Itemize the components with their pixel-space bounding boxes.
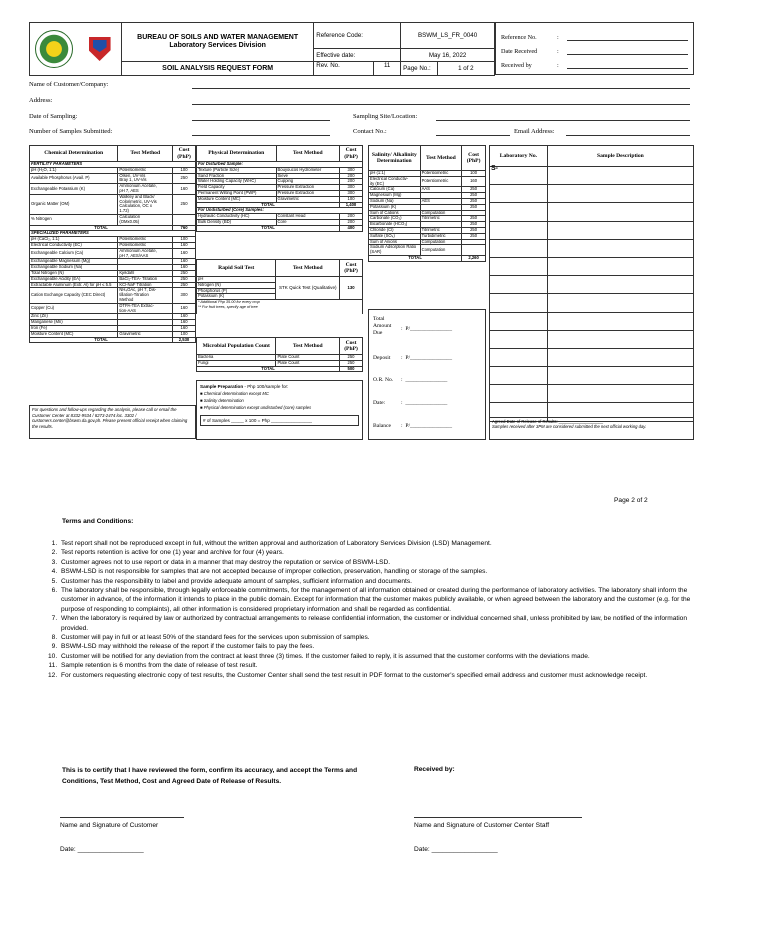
phys-disturbed-name: Permanent Wilting Point (PWP) (197, 190, 277, 196)
release-note: Samples received after 3PM are considered submitted the next official working day. (492, 424, 647, 429)
rapid-cost: 130 (340, 277, 363, 300)
chem-specialized-cost: 160 (173, 259, 196, 265)
salinity-name: pH (1:1) (369, 171, 421, 177)
chem-specialized-name: Exchangeable Sodium (Na) (30, 265, 118, 271)
sample-description-cell[interactable] (547, 167, 693, 185)
sample-description-cell[interactable] (547, 330, 693, 348)
total-amount-field[interactable]: _______________ (410, 326, 452, 332)
chem-specialized-method: DTPA-TEA Extrac- tion-AAS (118, 303, 173, 314)
term-item: 4. BSWM-LSD is not responsible for samples that are not accepted because of improper collection, preservation, handling or storage of the samples. (59, 567, 713, 576)
term-item: 1. Test report shall not be reproduced except in full, without the written approval and authorization of Laboratory Services Division (LSD) Management. (59, 539, 713, 548)
phys-disturbed-name: Texture (Particle Size) (197, 167, 277, 173)
reference-box: Reference No. : Date Received : Received by : (495, 22, 694, 75)
phys-undisturbed-cost: 200 (340, 214, 363, 220)
staff-date-label: Date: (414, 846, 430, 853)
salinity-method: Computation (420, 245, 462, 256)
phys-disturbed-cost: 300 (340, 190, 363, 196)
deposit-field[interactable]: _______________ (410, 355, 452, 361)
sample-row (490, 276, 694, 294)
address-label: Address: (29, 97, 53, 104)
phys-disturbed-name: Sand Fraction (197, 173, 277, 179)
sal-total-label: TOTAL (369, 255, 462, 261)
term-item: 5. Customer has the responsibility to label and provide adequate amount of samples, sufficient information and documents. (59, 577, 713, 586)
release-date-label[interactable]: Agreed Date of Release of Results: ___________________ (492, 419, 604, 424)
salinity-name: Sum of Anions (369, 239, 421, 245)
physical-determination-table (196, 145, 363, 232)
chem-specialized-cost: 160 (173, 325, 196, 331)
date-sampling-field[interactable] (192, 120, 330, 121)
chem-fertility-name: Exchangeable Potassium (K) (30, 184, 118, 195)
micro-item: Bacteria (197, 355, 276, 361)
reference-code-label: Reference Code: (314, 23, 401, 49)
reference-no-label: Reference No. (501, 34, 537, 41)
sample-description-cell[interactable] (547, 203, 693, 221)
sal-header-cost: Cost (PhP) (462, 146, 486, 171)
chem-fertility-cost (173, 214, 196, 225)
email-field[interactable] (566, 135, 690, 136)
sample-description-cell[interactable] (547, 348, 693, 366)
chem-specialized-row (30, 248, 196, 259)
chem-total2: 2,530 (173, 337, 196, 343)
sample-description-cell[interactable] (547, 239, 693, 257)
salinity-cost: 250 (462, 227, 486, 233)
salinity-method: Turbidimetric (420, 233, 462, 239)
chem-fertility-cost: 250 (173, 173, 196, 184)
sample-description-cell[interactable] (547, 312, 693, 330)
phys-total2-label: TOTAL (197, 225, 340, 231)
phys-disturbed-method: Pressure Extraction (276, 185, 340, 191)
salinity-cost: 250 (462, 222, 486, 228)
customer-signature-label: Name and Signature of Customer (60, 822, 159, 829)
staff-date-field[interactable]: __________________ (431, 846, 498, 853)
contact-note: For questions and follow-ups regarding the analysis, please call or email the Customer Center at 8332-9534 / 8273-2474 loc. 3302 / customers.center@bswm.da.gov.ph. Please present official receipt when claiming the results. (29, 405, 196, 439)
chem-fertility-cost: 100 (173, 167, 196, 173)
micro-total-label: TOTAL (197, 366, 340, 372)
salinity-row (369, 245, 486, 256)
sample-row (490, 312, 694, 330)
chem-specialized-row (30, 303, 196, 314)
salinity-cost: 250 (462, 187, 486, 193)
chem-specialized-cost: 300 (173, 288, 196, 303)
phys-disturbed-cost: 200 (340, 179, 363, 185)
salinity-method: Titrimetric (420, 216, 462, 222)
term-item: 6. The laboratory shall be responsible, through legally enforceable commitments, for the management of all information obtained or created during the performance of laboratory activities. The laboratory shall inform the customer in advance, of the information it intends to place in the public domain. Except for information that the customer makes publicly available, or when agreed between the laboratory and the customer (e.g. for the purpose of responding to complaints), all other information is considered proprietary information and shall be regarded as confidential. (59, 586, 713, 614)
lab-no-cell[interactable] (490, 294, 548, 312)
term-item: 8. Customer will pay in full or at least 50% of the standard fees for the services upon submission of samples. (59, 633, 713, 642)
sample-row (490, 239, 694, 257)
total-amount-due-label: Total Amount Due (373, 316, 392, 336)
date-received-field[interactable] (567, 47, 688, 55)
salinity-name: Sodium (Na) (369, 198, 421, 204)
phys-disturbed-method: Bouyoucos Hydrometer (276, 167, 340, 173)
chem-specialized-name: Manganese (Mn) (30, 320, 118, 326)
customer-name-label: Name of Customer/Company: (29, 81, 109, 88)
phys-disturbed-name: Field Capacity (197, 185, 277, 191)
staff-signature-label: Name and Signature of Customer Center Staff (414, 822, 550, 829)
customer-name-field[interactable] (192, 88, 690, 89)
lab-no-cell[interactable] (490, 348, 548, 366)
chem-specialized-method: Ammonium Acetate, pH 7, AES/AAS (118, 248, 173, 259)
chem-specialized-cost: 250 (173, 276, 196, 282)
salinity-cost: 250 (462, 198, 486, 204)
term-item: 2. Test reports retention is active for one (1) year and archive for four (4) years. (59, 548, 713, 557)
chem-specialized-name: Electrical Conductivity (EC) (30, 242, 118, 248)
bullet-icon: ■ (200, 391, 204, 396)
page-number: Page 2 of 2 (614, 497, 648, 504)
rapid-header-cost: Cost (PhP) (340, 260, 363, 277)
chem-specialized-method: BaCl₂-TEA- Titration (118, 276, 173, 282)
chem-specialized-method: KCl-NaF Titration (118, 282, 173, 288)
salinity-name: Potassium (K) (369, 204, 421, 210)
chem-specialized-name: Copper (Cu) (30, 303, 118, 314)
micro-header-count: Microbial Population Count (197, 338, 276, 355)
lab-no-cell[interactable] (490, 385, 548, 403)
chem-specialized-method: Potentiometric (118, 242, 173, 248)
lab-no-cell[interactable] (490, 185, 548, 203)
or-no-field[interactable]: _______________ (405, 377, 448, 383)
salinity-cost (462, 245, 486, 256)
chem-fertility-name: % Nitrogen (30, 214, 118, 225)
reference-no-field[interactable] (567, 33, 688, 41)
release-date-box (489, 417, 694, 440)
prep-item: Chemical determination except MC (203, 391, 269, 396)
salinity-cost: 250 (462, 193, 486, 199)
payment-date-field[interactable]: _______________ (405, 400, 448, 406)
received-by-label: Received by (501, 62, 532, 69)
da-logo (78, 23, 121, 76)
phys-header-determination: Physical Determination (197, 146, 277, 162)
chem-specialized-cost: 160 (173, 242, 196, 248)
lab-no-cell[interactable] (490, 367, 548, 385)
salinity-method: Computation (420, 210, 462, 216)
chem-fertility-method: Potentiometric (118, 167, 173, 173)
page-label: Page No.: (401, 62, 438, 76)
prep-item: Physical determination except undisturbed (core) samples (203, 405, 312, 410)
prep-formula[interactable]: # of Samples _____ x 100 = Php ________________ (200, 415, 359, 426)
phys-disturbed-method: Cupping (276, 179, 340, 185)
term-item: 3. Customer agrees not to use report or data in a manner that may destroy the reputation or service of BSWM-LSD. (59, 558, 713, 567)
chemical-determination-table (29, 145, 196, 343)
microbial-table: Microbial Population Count Test Method Cost (PhP) Bacteria Plate Count 250 Fungi Plate Count 250 TOTAL 500 (196, 337, 363, 372)
phys-undisturbed-method: Core (276, 219, 340, 225)
chem-fertility-method: Walkley and Black/ Colorimetric, UV-Vis Calculation, OC x 1.72) (118, 194, 173, 214)
micro-item: Fungi (197, 360, 276, 366)
chem-total1: 760 (173, 225, 196, 231)
chem-specialized-cost: 160 (173, 320, 196, 326)
bullet-icon: ■ (200, 405, 204, 410)
sampling-site-label: Sampling Site/Location: (353, 113, 418, 120)
sample-description-cell[interactable] (547, 257, 693, 275)
salinity-cost: 250 (462, 233, 486, 239)
phys-header-method: Test Method (276, 146, 340, 162)
sample-row (490, 294, 694, 312)
micro-header-method: Test Method (276, 338, 340, 355)
phys-header-cost: Cost (PhP) (340, 146, 363, 162)
salinity-cost: 250 (462, 204, 486, 210)
rapid-item: Phosphorus (P) (197, 288, 276, 294)
date-label: Date: (373, 400, 386, 406)
lab-no-cell[interactable] (490, 257, 548, 275)
specialized-section: SPECIALIZED PARAMETERS (30, 231, 196, 237)
chem-total1-label: TOTAL (30, 225, 173, 231)
salinity-name: Sodium Adsorption Ratio (SAR) (369, 245, 421, 256)
email-label: Email Address: (514, 128, 555, 135)
rapid-header-test: Rapid Soil Test (197, 260, 276, 277)
chem-fertility-method: Olsen, UV-Vis Bray 1, UV-Vis (118, 173, 173, 184)
sample-description-cell[interactable] (547, 294, 693, 312)
term-item: 7. When the laboratory is required by law or authorized by contractual arrangements to release confidential information, the customer or individual concerned shall, unless prohibited by law, be notified of the information provided. (59, 614, 713, 633)
phys-undisturbed-name: Hydraulic Conductivity (HC) (197, 214, 277, 220)
balance-field[interactable]: _______________ (410, 423, 452, 429)
rev-no: 11 (383, 62, 391, 69)
salinity-cost: 100 (462, 171, 486, 177)
received-by-label: Received by: (414, 766, 455, 773)
rapid-header-method: Test Method (276, 260, 340, 277)
rapid-item: Nitrogen (N) (197, 282, 276, 288)
salinity-table (368, 145, 486, 262)
balance-label: Balance (373, 423, 392, 429)
chem-specialized-name: Exchangeable Acidity (EA) (30, 276, 118, 282)
phys-disturbed-method: Gravimetric (276, 196, 340, 202)
chem-specialized-cost: 160 (173, 248, 196, 259)
effective-date-label: Effective date: (314, 49, 401, 62)
chem-fertility-cost: 160 (173, 184, 196, 195)
salinity-name: Chloride (Cl) (369, 227, 421, 233)
sample-row (490, 221, 694, 239)
salinity-method: Titrimetric (420, 227, 462, 233)
terms-list (42, 539, 713, 680)
phys-undisturbed-name: Bulk Density (BD) (197, 219, 277, 225)
salinity-name: Calcium (Ca) (369, 187, 421, 193)
date-sampling-label: Date of Sampling: (29, 113, 78, 120)
rapid-item: pH (197, 277, 276, 283)
salinity-name: Bicarbonate (HCO₃) (369, 222, 421, 228)
chem-specialized-method: Kjeldahl (118, 270, 173, 276)
sample-description-cell[interactable] (547, 367, 693, 385)
lab-no-cell[interactable] (490, 330, 548, 348)
term-item: 11. Sample retention is 6 months from the date of release of test result. (59, 661, 713, 670)
certify-statement: This is to certify that I have reviewed the form, confirm its accuracy, and accept the Terms and Conditions, Test Method, Cost and Agreed Date of Release of Results. (62, 767, 358, 785)
lab-no-cell[interactable] (490, 239, 548, 257)
payment-box: Total Amount Due : P/_______________ Deposit : P/_______________ O.R. No. : _______________ Date: : _______________ Balance : P/_______________ (368, 309, 486, 440)
num-samples-field[interactable] (192, 135, 330, 136)
term-item: 12. For customers requesting electronic copy of test results, the Customer Center shall send the test result in PDF format to the customer's specified email address and customer must acknowledge receipt. (59, 671, 713, 680)
chem-specialized-row (30, 288, 196, 303)
disturbed-section: For Disturbed Sample: (197, 162, 363, 168)
chem-specialized-cost: 250 (173, 282, 196, 288)
salinity-name: Sum of Cations (369, 210, 421, 216)
sample-row (490, 185, 694, 203)
sample-description-cell[interactable] (547, 185, 693, 203)
rev-label: Rev. No. (314, 62, 374, 75)
date-received-label: Date Received (501, 48, 538, 55)
chem-fertility-name: pH (H₂O, 1:1) (30, 167, 118, 173)
deposit-label: Deposit (373, 355, 391, 361)
undisturbed-section: For Undisturbed (Core) Samples: (197, 208, 363, 214)
rapid-method: STK Quick Test (Qualitative) (276, 277, 340, 300)
chem-header-determination: Chemical Determination (30, 146, 118, 162)
chem-specialized-name: Zinc (Zn) (30, 314, 118, 320)
sal-header-method: Test Method (420, 146, 462, 171)
sample-description-header: Sample Description (547, 146, 693, 167)
phys-disturbed-cost: 100 (340, 196, 363, 202)
phys-total1: 1,400 (340, 202, 363, 208)
salinity-name: Magnesium (Mg) (369, 193, 421, 199)
customer-date-label: Date: (60, 846, 76, 853)
rapid-item: Potassium (K) (197, 294, 276, 300)
chem-specialized-name: Extractable Aluminum (Extr. Al) for pH ≤ 5.5 (30, 282, 118, 288)
chem-specialized-cost: 160 (173, 314, 196, 320)
chem-specialized-name: Moisture Content (MC) (30, 331, 118, 337)
chem-fertility-method: Calculation (OMx0.05) (118, 214, 173, 225)
chem-specialized-name: Exchangeable Calcium (Ca) (30, 248, 118, 259)
chem-specialized-method: Potentiometric (118, 237, 173, 243)
salinity-name: Carbonate (CO₃) (369, 216, 421, 222)
phys-disturbed-name: Water Holding Capacity (WHC) (197, 179, 277, 185)
rapid-note-1: * Additional Php 35.00 for every crop (198, 300, 260, 305)
salinity-method: Potentiometric (420, 171, 462, 177)
sample-row (490, 167, 694, 185)
phys-disturbed-method: Sieve (276, 173, 340, 179)
num-samples-label: Number of Samples Submitted: (29, 128, 113, 135)
sample-row (490, 385, 694, 403)
phys-total1-label: TOTAL (197, 202, 340, 208)
bswm-seal-icon (35, 30, 73, 68)
form-header (29, 22, 495, 76)
salinity-row (369, 176, 486, 187)
sal-header-determination: Salinity/ Alkalinity Determination (369, 146, 421, 171)
customer-signature-field[interactable] (60, 817, 184, 818)
micro-total: 500 (340, 366, 363, 372)
salinity-method: Computation (420, 239, 462, 245)
sample-row (490, 203, 694, 221)
contact-field[interactable] (436, 135, 510, 136)
sample-description-cell[interactable] (547, 221, 693, 239)
term-item: 10. Customer will be notified for any deviation from the contract at least three (3) times. If the customer failed to reply, it is assumed that the customer conforms with the deviations made. (59, 652, 713, 661)
bswm-logo (30, 23, 79, 76)
page-no: 1 of 2 (437, 62, 494, 76)
chem-specialized-name: Total Nitrogen (N) (30, 270, 118, 276)
salinity-cost: 250 (462, 216, 486, 222)
chem-fertility-row (30, 173, 196, 184)
received-by-field[interactable] (567, 61, 688, 69)
samples-table (489, 145, 694, 422)
chem-specialized-name: pH (CaCl₂, 1:1) (30, 237, 118, 243)
chem-fertility-name: Organic Matter (OM) (30, 194, 118, 214)
phys-disturbed-name: Moisture Content (MC) (197, 196, 277, 202)
lab-no-cell[interactable] (490, 203, 548, 221)
chem-specialized-name: Iron (Fe) (30, 325, 118, 331)
salinity-name: Electrical Conductiv- ity (EC) (369, 176, 421, 187)
micro-header-cost: Cost (PhP) (340, 338, 363, 355)
form-title: SOIL ANALYSIS REQUEST FORM (122, 62, 314, 76)
sample-preparation-box: Sample Preparation - Php 100/sample for: ■ Chemical determination except MC ■ Salinity determination ■ Physical determination except undisturbed (core) samples # of Samples _____ x 100 = Php ________________ (196, 380, 363, 440)
chem-fertility-method: Ammonium Acetate, pH 7, AES (118, 184, 173, 195)
chem-specialized-method: NH₄OAc, pH 7, Dis- tillation-Titration Method (118, 288, 173, 303)
sample-row (490, 330, 694, 348)
lab-no-cell[interactable]: S- (490, 167, 548, 185)
chem-fertility-row (30, 184, 196, 195)
chem-total2-label: TOTAL (30, 337, 173, 343)
salinity-method: Potentiometric (420, 176, 462, 187)
terms-title: Terms and Conditions: (62, 518, 134, 525)
phys-undisturbed-method: Constant Head (276, 214, 340, 220)
salinity-cost: 160 (462, 176, 486, 187)
phys-disturbed-cost: 300 (340, 185, 363, 191)
sal-total: 2,260 (462, 255, 486, 261)
sampling-site-field[interactable] (436, 120, 690, 121)
salinity-method: AES (420, 198, 462, 204)
chem-specialized-name: Cation Exchange Capacity (CEC Direct) (30, 288, 118, 303)
chem-fertility-name: Available Phosphorus (Avail. P) (30, 173, 118, 184)
customer-date-field[interactable]: __________________ (77, 846, 144, 853)
lab-no-header: Laboratory No. (490, 146, 548, 167)
lab-no-cell[interactable] (490, 221, 548, 239)
or-no-label: O.R. No. (373, 377, 394, 383)
sample-row (490, 367, 694, 385)
chem-fertility-cost: 250 (173, 194, 196, 214)
prep-item: Salinity determination (203, 398, 244, 403)
prep-title: Sample Preparation (200, 384, 244, 389)
salinity-method: AAS (420, 187, 462, 193)
phys-undisturbed-cost: 200 (340, 219, 363, 225)
chem-header-method: Test Method (118, 146, 173, 162)
chem-specialized-cost: 160 (173, 303, 196, 314)
phys-disturbed-cost: 200 (340, 173, 363, 179)
sample-row (490, 348, 694, 366)
rapid-note-2: ** For fruit trees, specify age of tree (198, 304, 258, 309)
bullet-icon: ■ (200, 398, 204, 403)
effective-date: May 16, 2022 (401, 49, 495, 62)
sample-description-cell[interactable] (547, 385, 693, 403)
lab-no-cell[interactable] (490, 312, 548, 330)
rapid-soil-test-table (196, 259, 363, 314)
address-field[interactable] (192, 104, 690, 105)
lab-no-cell[interactable] (490, 276, 548, 294)
chem-fertility-row (30, 194, 196, 214)
contact-label: Contact No.: (353, 128, 387, 135)
chem-specialized-method: Gravimetric (118, 331, 173, 337)
reference-code: BSWM_LS_FR_0040 (401, 23, 495, 49)
bureau-name: BUREAU OF SOILS AND WATER MANAGEMENT (137, 34, 299, 41)
chem-specialized-cost: 250 (173, 270, 196, 276)
sample-description-cell[interactable] (547, 276, 693, 294)
term-item: 9. BSWM-LSD may withhold the release of the report if the customer fails to pay the fees. (59, 642, 713, 651)
phys-disturbed-cost: 300 (340, 167, 363, 173)
phys-disturbed-method: Pressure Extraction (276, 190, 340, 196)
chem-fertility-row (30, 214, 196, 225)
chem-header-cost: Cost (PhP) (173, 146, 196, 162)
division-name: Laboratory Services Division (169, 42, 266, 49)
chem-specialized-cost: 100 (173, 331, 196, 337)
sample-row (490, 257, 694, 275)
chem-specialized-cost: 160 (173, 265, 196, 271)
staff-signature-field[interactable] (414, 817, 582, 818)
fertility-section: FERTILITY PARAMETERS (30, 162, 196, 168)
shield-icon (89, 37, 111, 61)
chem-specialized-cost: 100 (173, 237, 196, 243)
chem-specialized-name: Exchangeable Magnesium (Mg) (30, 259, 118, 265)
salinity-name: Sulfate (SO₄) (369, 233, 421, 239)
phys-total2: 400 (340, 225, 363, 231)
